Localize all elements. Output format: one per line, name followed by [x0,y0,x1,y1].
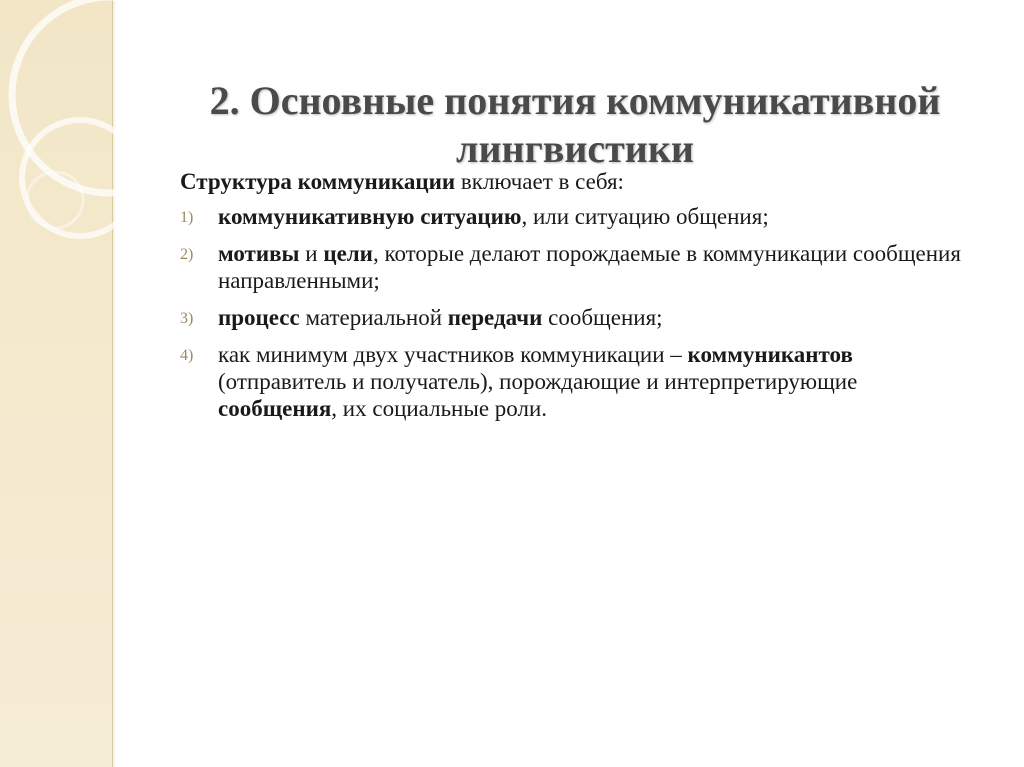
list-number: 1) [180,209,194,226]
title-line-2: лингвистики [456,125,694,171]
intro-text: включает в себя: [455,169,624,194]
title-line-1: 2. Основные понятия коммуникативной [209,77,941,123]
item-text: , их социальные роли. [331,396,548,421]
intro-bold: Структура коммуникации [180,169,456,194]
list-number: 3) [180,310,194,327]
item-bold: коммуникантов [687,342,853,367]
item-text: (отправитель и получатель), порождающие и интерпретирующие [218,369,858,394]
list-item [180,341,980,422]
item-bold: коммуникативную ситуацию [218,204,522,229]
slide-content [180,168,980,432]
list-item [180,304,980,331]
intro-paragraph [180,168,980,195]
list-number: 2) [180,246,194,263]
decorative-rings-icon [0,0,116,767]
list-item [180,240,980,294]
item-text: сообщения; [542,305,663,330]
item-bold: сообщения [218,396,332,421]
item-text: , которые делают порождаемые в коммуникации сообщения направленными; [218,241,961,293]
structure-list [180,203,980,422]
item-text: материальной [299,305,448,330]
item-bold: цели [323,241,373,266]
list-number: 4) [180,347,194,364]
item-bold: мотивы [218,241,300,266]
ring-large [12,0,116,193]
item-text: , или ситуацию общения; [521,204,769,229]
item-bold: процесс [218,305,300,330]
list-item [180,203,980,230]
ring-inner [27,172,83,228]
item-text: как минимум двух участников коммуникации – [218,342,688,367]
item-bold: передачи [447,305,543,330]
slide-title [150,77,1000,173]
item-text: и [299,241,324,266]
